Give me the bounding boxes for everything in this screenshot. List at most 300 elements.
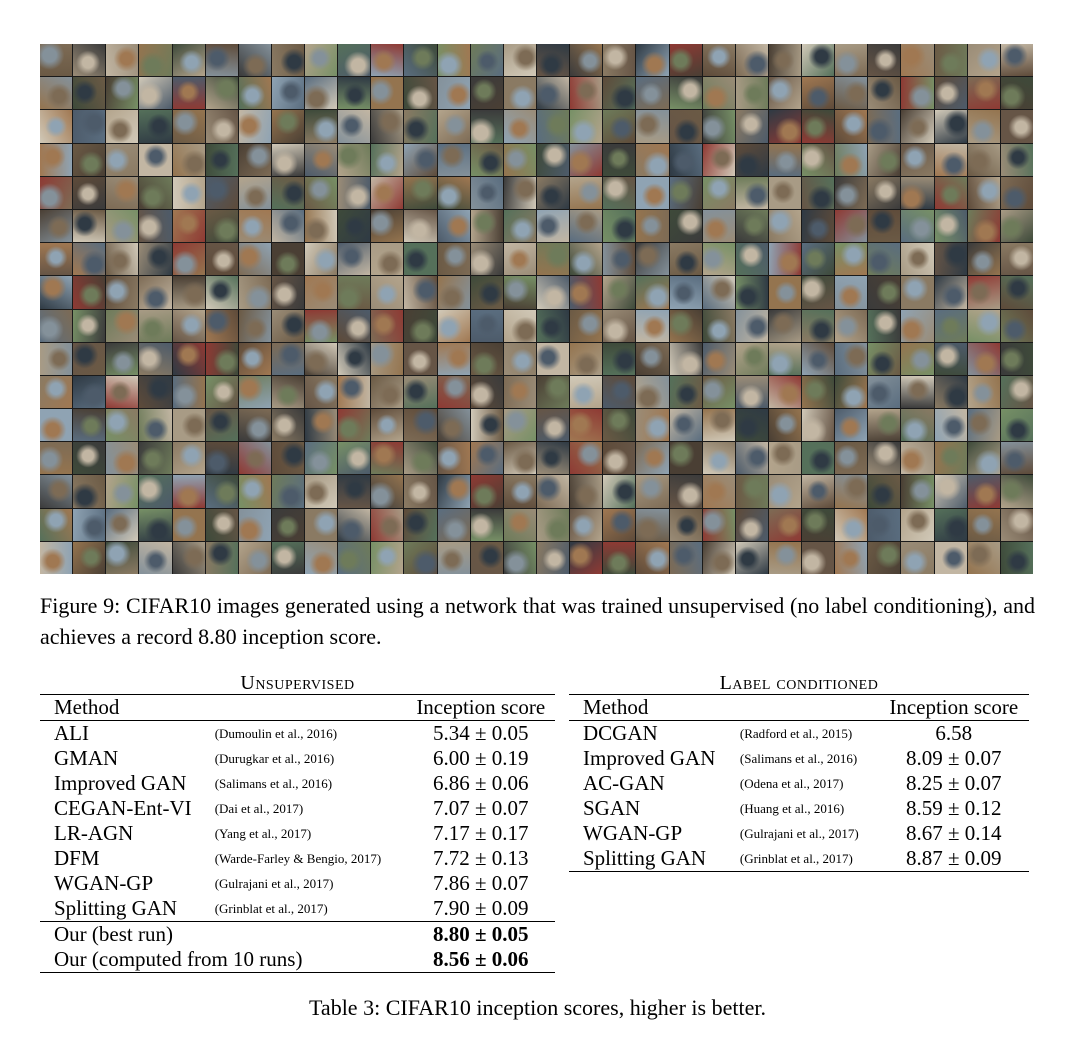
generated-image-tile (570, 77, 602, 109)
generated-image-tile (868, 542, 900, 574)
generated-image-tile (206, 475, 238, 507)
generated-image-tile (239, 409, 271, 441)
generated-image-tile (570, 310, 602, 342)
generated-image-tile (139, 310, 171, 342)
generated-image-tile (206, 177, 238, 209)
generated-image-tile (40, 409, 72, 441)
inception-score: 7.07 ± 0.07 (432, 796, 529, 820)
generated-image-tile (670, 310, 702, 342)
generated-image-tile (471, 475, 503, 507)
generated-image-tile (935, 409, 967, 441)
generated-image-tile (868, 77, 900, 109)
generated-image-tile (736, 177, 768, 209)
table-row-ours (40, 947, 555, 973)
generated-image-tile (404, 110, 436, 142)
generated-image-tile (206, 310, 238, 342)
generated-image-tile (968, 177, 1000, 209)
generated-image-tile (537, 442, 569, 474)
generated-image-tile (239, 442, 271, 474)
citation: (Grinblat et al., 2017) (214, 900, 328, 916)
generated-image-tile (106, 243, 138, 275)
generated-image-tile (173, 442, 205, 474)
generated-image-tile (239, 144, 271, 176)
generated-image-tile (272, 442, 304, 474)
generated-image-tile (670, 475, 702, 507)
score-column-header: Inception score (879, 695, 1029, 721)
table-row (40, 721, 555, 747)
method-name: WGAN-GP (583, 821, 683, 845)
generated-image-tile (570, 409, 602, 441)
generated-image-tile (835, 110, 867, 142)
generated-image-tile (73, 475, 105, 507)
generated-image-tile (404, 243, 436, 275)
table-row (569, 846, 1029, 872)
generated-image-tile (371, 509, 403, 541)
generated-image-tile (835, 177, 867, 209)
generated-image-tile (570, 243, 602, 275)
method-column-header: Method (569, 695, 879, 721)
table-row (569, 796, 1029, 821)
generated-image-tile (636, 310, 668, 342)
generated-image-tile (173, 243, 205, 275)
generated-image-tile (835, 343, 867, 375)
generated-image-tile (305, 77, 337, 109)
citation: (Salimans et al., 2016) (739, 750, 858, 766)
generated-image-tile (73, 77, 105, 109)
generated-image-tile (40, 310, 72, 342)
generated-image-tile (570, 442, 602, 474)
generated-image-tile (769, 243, 801, 275)
generated-image-tile (835, 509, 867, 541)
generated-image-tile (73, 343, 105, 375)
citation: (Gulrajani et al., 2017) (214, 875, 334, 891)
generated-image-tile (636, 44, 668, 76)
generated-image-tile (338, 442, 370, 474)
generated-image-tile (504, 475, 536, 507)
generated-image-tile (471, 442, 503, 474)
generated-image-tile (636, 409, 668, 441)
generated-image-tile (570, 210, 602, 242)
generated-image-tile (835, 409, 867, 441)
generated-image-tile (636, 343, 668, 375)
generated-image-tile (206, 442, 238, 474)
generated-image-tile (802, 409, 834, 441)
table-row (569, 746, 1029, 771)
generated-image-tile (868, 343, 900, 375)
inception-score: 7.86 ± 0.07 (432, 871, 529, 895)
generated-image-tile (769, 77, 801, 109)
generated-image-tile (537, 44, 569, 76)
generated-image-tile (173, 310, 205, 342)
generated-image-tile (404, 343, 436, 375)
generated-image-tile (106, 442, 138, 474)
generated-image-tile (1001, 44, 1033, 76)
inception-score: 6.86 ± 0.06 (432, 771, 529, 795)
generated-image-tile (272, 310, 304, 342)
generated-image-tile (139, 376, 171, 408)
generated-image-tile (703, 210, 735, 242)
generated-image-tile (239, 542, 271, 574)
generated-image-tile (537, 376, 569, 408)
table-row (40, 896, 555, 922)
generated-image-tile (173, 144, 205, 176)
generated-image-tile (537, 509, 569, 541)
generated-image-tile (968, 210, 1000, 242)
generated-image-tile (438, 409, 470, 441)
generated-image-tile (603, 542, 635, 574)
generated-image-tile (73, 509, 105, 541)
generated-image-tile (603, 509, 635, 541)
generated-image-tile (935, 44, 967, 76)
generated-image-tile (769, 442, 801, 474)
generated-image-tile (139, 243, 171, 275)
generated-image-tile (901, 343, 933, 375)
generated-image-tile (40, 343, 72, 375)
generated-image-tile (404, 276, 436, 308)
generated-image-tile (968, 343, 1000, 375)
generated-image-tile (338, 542, 370, 574)
generated-image-tile (206, 542, 238, 574)
generated-image-tile (471, 210, 503, 242)
generated-image-tile (802, 343, 834, 375)
generated-image-tile (106, 509, 138, 541)
generated-image-tile (139, 177, 171, 209)
generated-image-tile (901, 243, 933, 275)
generated-image-tile (636, 110, 668, 142)
generated-image-tile (670, 44, 702, 76)
citation: (Dai et al., 2017) (214, 800, 304, 816)
generated-image-tile (73, 376, 105, 408)
generated-image-tile (636, 542, 668, 574)
generated-image-tile (73, 110, 105, 142)
generated-image-tile (371, 310, 403, 342)
generated-image-tile (769, 310, 801, 342)
generated-image-tile (1001, 210, 1033, 242)
table-row (40, 821, 555, 846)
generated-image-tile (504, 77, 536, 109)
generated-image-tile (802, 110, 834, 142)
generated-image-tile (438, 475, 470, 507)
score-column-header: Inception score (407, 695, 556, 721)
generated-image-tile (305, 542, 337, 574)
generated-image-tile (703, 343, 735, 375)
generated-image-tile (570, 542, 602, 574)
generated-image-tile (40, 144, 72, 176)
generated-image-tile (935, 144, 967, 176)
generated-image-tile (570, 343, 602, 375)
generated-image-tile (835, 243, 867, 275)
generated-image-tile (703, 243, 735, 275)
generated-image-tile (106, 542, 138, 574)
inception-score: 8.80 ± 0.05 (407, 922, 556, 948)
generated-image-tile (272, 44, 304, 76)
generated-image-tile (73, 243, 105, 275)
generated-image-tile (173, 376, 205, 408)
generated-image-tile (338, 210, 370, 242)
generated-image-tile (239, 475, 271, 507)
generated-image-tile (736, 475, 768, 507)
generated-image-tile (868, 376, 900, 408)
generated-image-tile (40, 177, 72, 209)
generated-image-tile (537, 144, 569, 176)
generated-image-tile (504, 542, 536, 574)
generated-image-tile (736, 44, 768, 76)
generated-image-tile (769, 475, 801, 507)
generated-image-tile (139, 343, 171, 375)
generated-image-tile (305, 177, 337, 209)
generated-image-tile (802, 44, 834, 76)
method-name: DFM (54, 846, 100, 870)
generated-image-tile (40, 442, 72, 474)
generated-image-tile (537, 77, 569, 109)
generated-image-tile (835, 442, 867, 474)
generated-image-tile (305, 409, 337, 441)
citation: (Huang et al., 2016) (739, 800, 845, 816)
generated-image-tile (371, 475, 403, 507)
generated-image-tile (636, 442, 668, 474)
generated-image-tile (603, 77, 635, 109)
generated-image-tile (404, 376, 436, 408)
generated-image-tile (868, 44, 900, 76)
generated-image-tile (802, 77, 834, 109)
method-name: Improved GAN (583, 746, 716, 770)
generated-image-grid (40, 44, 1033, 574)
generated-image-tile (338, 243, 370, 275)
generated-image-tile (1001, 177, 1033, 209)
generated-image-tile (636, 509, 668, 541)
generated-image-tile (173, 509, 205, 541)
method-name: WGAN-GP (54, 871, 154, 895)
generated-image-tile (471, 177, 503, 209)
generated-image-tile (305, 144, 337, 176)
generated-image-tile (73, 442, 105, 474)
generated-image-tile (868, 110, 900, 142)
table-row (40, 746, 555, 771)
generated-image-tile (901, 276, 933, 308)
method-name: ALI (54, 721, 89, 745)
generated-image-tile (736, 409, 768, 441)
generated-image-tile (570, 475, 602, 507)
generated-image-tile (901, 509, 933, 541)
generated-image-tile (438, 177, 470, 209)
generated-image-tile (371, 243, 403, 275)
generated-image-tile (868, 243, 900, 275)
generated-image-tile (1001, 475, 1033, 507)
generated-image-tile (173, 475, 205, 507)
generated-image-tile (901, 475, 933, 507)
generated-image-tile (206, 343, 238, 375)
method-column-header: Method (40, 695, 407, 721)
generated-image-tile (504, 243, 536, 275)
generated-image-tile (736, 77, 768, 109)
method-name: SGAN (583, 796, 641, 820)
generated-image-tile (106, 409, 138, 441)
inception-score: 8.67 ± 0.14 (906, 821, 1002, 845)
generated-image-tile (935, 343, 967, 375)
generated-image-tile (968, 409, 1000, 441)
generated-image-tile (636, 276, 668, 308)
generated-image-tile (670, 243, 702, 275)
generated-image-tile (769, 110, 801, 142)
generated-image-tile (139, 144, 171, 176)
generated-image-tile (504, 442, 536, 474)
generated-image-tile (736, 110, 768, 142)
table-caption: Table 3: CIFAR10 inception scores, higher is better. (309, 995, 766, 1020)
generated-image-tile (769, 343, 801, 375)
method-name: Splitting GAN (54, 896, 178, 920)
generated-image-tile (139, 542, 171, 574)
generated-image-tile (570, 509, 602, 541)
generated-image-tile (537, 343, 569, 375)
generated-image-tile (769, 509, 801, 541)
generated-image-tile (371, 442, 403, 474)
generated-image-tile (272, 144, 304, 176)
generated-image-tile (935, 376, 967, 408)
citation: (Warde-Farley & Bengio, 2017) (214, 850, 382, 866)
generated-image-tile (305, 343, 337, 375)
generated-image-tile (968, 44, 1000, 76)
generated-image-tile (206, 77, 238, 109)
citation: (Radford et al., 2015) (739, 725, 853, 741)
generated-image-tile (603, 343, 635, 375)
generated-image-tile (703, 442, 735, 474)
generated-image-tile (504, 44, 536, 76)
generated-image-tile (968, 376, 1000, 408)
generated-image-tile (504, 409, 536, 441)
generated-image-tile (537, 210, 569, 242)
generated-image-tile (40, 542, 72, 574)
method-name: CEGAN-Ent-VI (54, 796, 192, 820)
generated-image-tile (968, 110, 1000, 142)
method-name: LR-AGN (54, 821, 134, 845)
citation: (Yang et al., 2017) (214, 825, 312, 841)
generated-image-tile (537, 243, 569, 275)
generated-image-tile (338, 276, 370, 308)
table-row (569, 821, 1029, 846)
generated-image-tile (40, 276, 72, 308)
generated-image-tile (139, 409, 171, 441)
inception-score: 7.72 ± 0.13 (432, 846, 529, 870)
generated-image-tile (868, 276, 900, 308)
generated-image-tile (802, 243, 834, 275)
generated-image-tile (438, 310, 470, 342)
generated-image-tile (968, 475, 1000, 507)
generated-image-tile (404, 475, 436, 507)
generated-image-tile (868, 210, 900, 242)
method-name: Improved GAN (54, 771, 187, 795)
method-name: AC-GAN (583, 771, 665, 795)
generated-image-tile (901, 110, 933, 142)
generated-image-tile (835, 376, 867, 408)
generated-image-tile (272, 276, 304, 308)
generated-image-tile (736, 509, 768, 541)
generated-image-tile (73, 210, 105, 242)
inception-score: 8.56 ± 0.06 (407, 947, 556, 973)
generated-image-tile (802, 509, 834, 541)
generated-image-tile (139, 509, 171, 541)
generated-image-tile (371, 542, 403, 574)
generated-image-tile (769, 210, 801, 242)
generated-image-tile (371, 44, 403, 76)
generated-image-tile (371, 177, 403, 209)
inception-score: 8.59 ± 0.12 (906, 796, 1002, 820)
generated-image-tile (736, 210, 768, 242)
generated-image-tile (537, 110, 569, 142)
generated-image-tile (338, 310, 370, 342)
generated-image-tile (603, 276, 635, 308)
generated-image-tile (73, 177, 105, 209)
unsupervised-table-title: Unsupervised (40, 672, 555, 695)
generated-image-tile (1001, 310, 1033, 342)
generated-image-tile (504, 177, 536, 209)
generated-image-tile (471, 409, 503, 441)
generated-image-tile (471, 243, 503, 275)
generated-image-tile (438, 243, 470, 275)
generated-image-tile (636, 77, 668, 109)
generated-image-tile (670, 110, 702, 142)
generated-image-tile (371, 110, 403, 142)
generated-image-tile (802, 310, 834, 342)
generated-image-tile (239, 376, 271, 408)
generated-image-tile (371, 276, 403, 308)
generated-image-tile (1001, 442, 1033, 474)
generated-image-tile (868, 177, 900, 209)
generated-image-tile (537, 475, 569, 507)
generated-image-tile (901, 542, 933, 574)
generated-image-tile (935, 475, 967, 507)
generated-image-tile (802, 376, 834, 408)
generated-image-tile (968, 442, 1000, 474)
generated-image-tile (835, 44, 867, 76)
generated-image-tile (802, 442, 834, 474)
generated-image-tile (504, 276, 536, 308)
generated-image-tile (338, 110, 370, 142)
generated-image-tile (272, 177, 304, 209)
method-name: DCGAN (583, 721, 658, 745)
generated-image-tile (73, 144, 105, 176)
generated-image-tile (338, 44, 370, 76)
generated-image-tile (371, 343, 403, 375)
generated-image-tile (471, 44, 503, 76)
generated-image-tile (40, 110, 72, 142)
generated-image-tile (106, 310, 138, 342)
generated-image-tile (1001, 542, 1033, 574)
generated-image-tile (636, 475, 668, 507)
generated-image-tile (736, 542, 768, 574)
inception-score: 8.09 ± 0.07 (906, 746, 1002, 770)
generated-image-tile (404, 77, 436, 109)
generated-image-tile (404, 509, 436, 541)
generated-image-tile (769, 409, 801, 441)
citation: (Salimans et al., 2016) (214, 775, 333, 791)
method-name: Our (computed from 10 runs) (40, 947, 407, 973)
generated-image-tile (272, 210, 304, 242)
generated-image-tile (239, 44, 271, 76)
generated-image-tile (305, 442, 337, 474)
generated-image-tile (968, 276, 1000, 308)
generated-image-tile (239, 310, 271, 342)
generated-image-tile (670, 343, 702, 375)
generated-image-tile (504, 310, 536, 342)
generated-image-tile (173, 343, 205, 375)
generated-image-tile (703, 77, 735, 109)
generated-image-tile (935, 177, 967, 209)
generated-image-tile (968, 542, 1000, 574)
generated-image-tile (471, 343, 503, 375)
generated-image-tile (404, 44, 436, 76)
generated-image-tile (802, 144, 834, 176)
generated-image-tile (570, 44, 602, 76)
